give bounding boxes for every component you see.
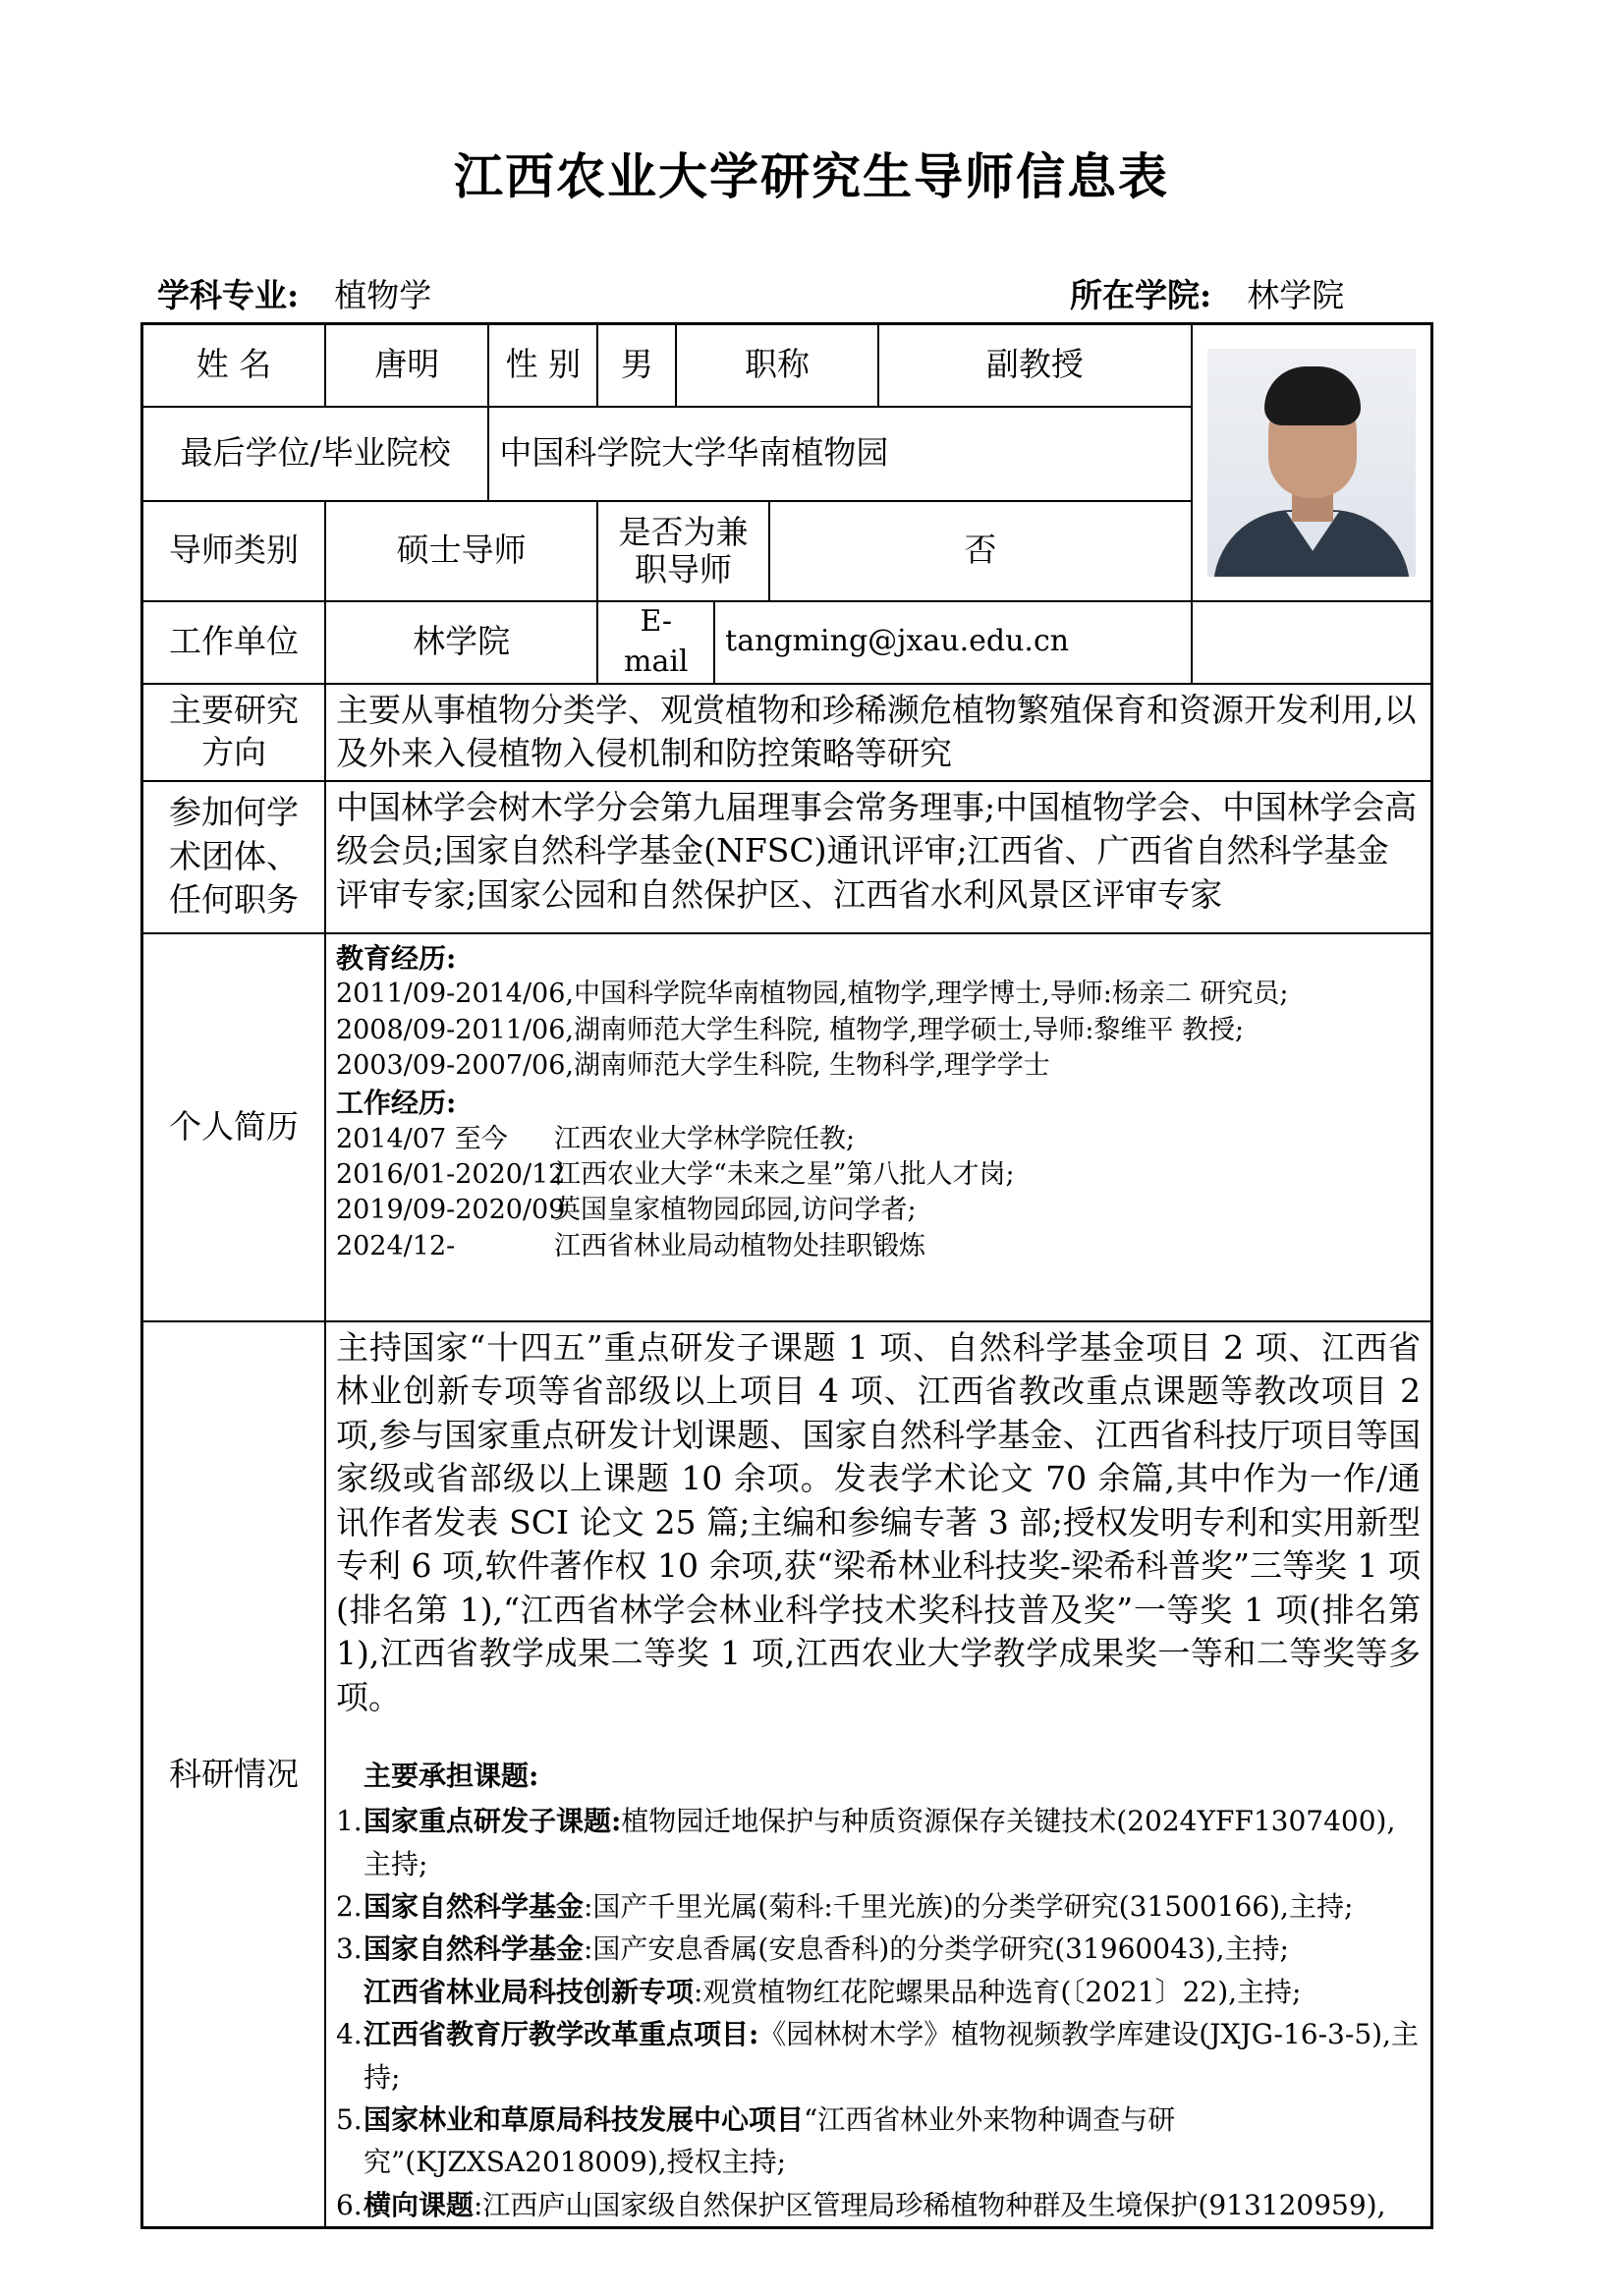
education-item: 2008/09-2011/06,湖南师范大学生科院, 植物学,理学硕士,导师:黎维平 教授; <box>335 1014 1245 1045</box>
work-period: 2016/01-2020/12 <box>335 1158 566 1190</box>
discipline-value: 植物学 <box>334 276 432 314</box>
college-value: 林学院 <box>1247 276 1345 314</box>
degree-label: 最后学位/毕业院校 <box>142 407 489 501</box>
gender-label: 性 别 <box>488 324 597 407</box>
unit-value: 林学院 <box>325 601 597 684</box>
project-item: 4. 江西省教育厅教学改革重点项目:《园林树木学》植物视频教学库建设(JXJG-16-3-5),主持; <box>335 2018 1419 2094</box>
education-item: 2011/09-2014/06,中国科学院华南植物园,植物学,理学博士,导师:杨亲二 研究员; <box>335 979 1289 1010</box>
work-item <box>336 1229 1421 1264</box>
work-desc: 英国皇家植物园邱园,访问学者; <box>553 1195 917 1226</box>
unit-label: 工作单位 <box>142 601 325 684</box>
work-period: 2024/12- <box>335 1230 456 1261</box>
name-label: 姓 名 <box>142 324 325 407</box>
degree-value: 中国科学院大学华南植物园 <box>488 407 1192 501</box>
work-period: 2014/07 至今 <box>335 1123 508 1154</box>
parttime-label: 是否为兼职导师 <box>597 501 768 601</box>
tutor-type-label: 导师类别 <box>142 501 325 601</box>
photo-cell <box>1192 324 1431 601</box>
work-item <box>336 1193 1421 1228</box>
academic-roles-text: 中国林学会树木学分会第九届理事会常务理事;中国植物学会、中国林学会高级会员;国家自然科学基金(NFSC)通讯评审;江西省、广西省自然科学基金评审专家;国家公园和自然保护区、江西省水利风景区评审专家 <box>325 781 1432 933</box>
project-name: 江西省林业局科技创新专项 <box>363 1975 694 2008</box>
project-name: 国家林业和草原局科技发展中心项目 <box>363 2103 804 2137</box>
info-table <box>140 322 1433 2229</box>
research-direction-text: 主要从事植物分类学、观赏植物和珍稀濒危植物繁殖保育和资源开发利用,以及外来入侵植物入侵机制和防控策略等研究 <box>325 684 1432 781</box>
cv-label: 个人简历 <box>142 933 325 1321</box>
college-row <box>1070 270 1344 316</box>
project-name: 国家重点研发子课题: <box>363 1805 622 1838</box>
work-desc: 江西农业大学“未来之星”第八批人才岗; <box>553 1158 1015 1190</box>
name-value: 唐明 <box>325 324 488 407</box>
project-item: 5. 国家林业和草原局科技发展中心项目“江西省林业外来物种调查与研究”(KJZXSA2018009),授权主持; <box>335 2103 1176 2179</box>
project-desc: 植物园迁地保护与种质资源保存关键技术(2024YFF1307400),主持; <box>363 1805 1396 1880</box>
research-content <box>325 1321 1432 2228</box>
project-desc: “江西省林业外来物种调查与研究”(KJZXSA2018009),授权主持; <box>363 2103 1176 2179</box>
project-desc: :观赏植物红花陀螺果品种选育(〔2021〕22),主持; <box>693 1975 1302 2008</box>
work-desc: 江西农业大学林学院任教; <box>553 1123 856 1154</box>
research-summary: 主持国家“十四五”重点研发子课题 1 项、自然科学基金项目 2 项、江西省林业创新专项等省部级以上项目 4 项、江西省教改重点课题等教改项目 2 项,参与国家重点研发计划课题、国家自然科学基金、江西省科技厅项目等国家级或省部级以上课题 10 余项。发表学术论文 70 余篇,其中作为一作/通讯作者发表 SCI 论文 25 篇;主编和参编专著 3 部;授权发明专利和实用新型专利 6 项,软件著作权 10 余项,获“梁希林业科技奖-梁希科普奖”三等奖 1 项(排名第 1),“江西省林学会林业科学技术奖科技普及奖”一等奖 1 项(排名第 1),江西省教学成果二等奖 1 项,江西农业大学教学成果奖一等和二等奖等多项。 <box>335 1327 1421 1716</box>
discipline-row <box>157 270 431 316</box>
email-label: E-mail <box>597 601 714 684</box>
page-title: 江西农业大学研究生导师信息表 <box>454 147 1169 205</box>
parttime-value: 否 <box>769 501 1193 601</box>
project-item: 3. 国家自然科学基金:国产安息香属(安息香科)的分类学研究(31960043),主持; <box>335 1932 1289 1966</box>
projects-heading: 主要承担课题: <box>363 1759 539 1792</box>
education-item: 2003/09-2007/06,湖南师范大学生科院, 生物科学,理学学士 <box>335 1050 1050 1082</box>
projects-list <box>336 1800 1421 2226</box>
gender-value: 男 <box>597 324 676 407</box>
research-direction-label: 主要研究方向 <box>142 684 325 781</box>
email-value: tangming@jxau.edu.cn <box>714 601 1192 684</box>
discipline-label: 学科专业: <box>157 276 300 314</box>
work-period: 2019/09-2020/09 <box>335 1195 566 1226</box>
project-desc: :国产千里光属(菊科:千里光族)的分类学研究(31500166),主持; <box>583 1890 1354 1924</box>
college-label: 所在学院: <box>1070 276 1212 314</box>
work-heading: 工作经历: <box>335 1086 457 1119</box>
academic-roles-label: 参加何学术团体、任何职务 <box>142 781 325 933</box>
project-name: 江西省教育厅教学改革重点项目: <box>363 2018 759 2051</box>
project-desc: 《园林树木学》植物视频教学库建设(JXJG-16-3-5),主持; <box>363 2018 1419 2094</box>
cv-content <box>325 933 1432 1321</box>
work-desc: 江西省林业局动植物处挂职锻炼 <box>553 1230 925 1261</box>
project-desc: :国产安息香属(安息香科)的分类学研究(31960043),主持; <box>583 1932 1289 1966</box>
project-name: 横向课题 <box>363 2188 474 2221</box>
project-name: 国家自然科学基金 <box>363 1890 584 1924</box>
photo-spacer <box>1192 601 1431 684</box>
project-desc: :江西庐山国家级自然保护区管理局珍稀植物种群及生境保护(913120959), <box>473 2188 1386 2221</box>
education-heading: 教育经历: <box>335 941 457 975</box>
portrait-photo <box>1207 349 1416 577</box>
title-value: 副教授 <box>878 324 1193 407</box>
research-label: 科研情况 <box>142 1321 325 2228</box>
title-label: 职称 <box>676 324 877 407</box>
project-name: 国家自然科学基金 <box>363 1932 584 1966</box>
project-item: 6. 横向课题:江西庐山国家级自然保护区管理局珍稀植物种群及生境保护(913120959), <box>335 2188 1386 2221</box>
project-item: 1. 国家重点研发子课题:植物园迁地保护与种质资源保存关键技术(2024YFF1307400),主持; <box>335 1805 1396 1880</box>
tutor-type-value: 硕士导师 <box>325 501 597 601</box>
work-item <box>336 1122 1421 1157</box>
project-item: 2. 国家自然科学基金:国产千里光属(菊科:千里光族)的分类学研究(31500166),主持; <box>335 1890 1354 1924</box>
project-item <box>336 1971 1421 2013</box>
work-item <box>336 1157 1421 1193</box>
